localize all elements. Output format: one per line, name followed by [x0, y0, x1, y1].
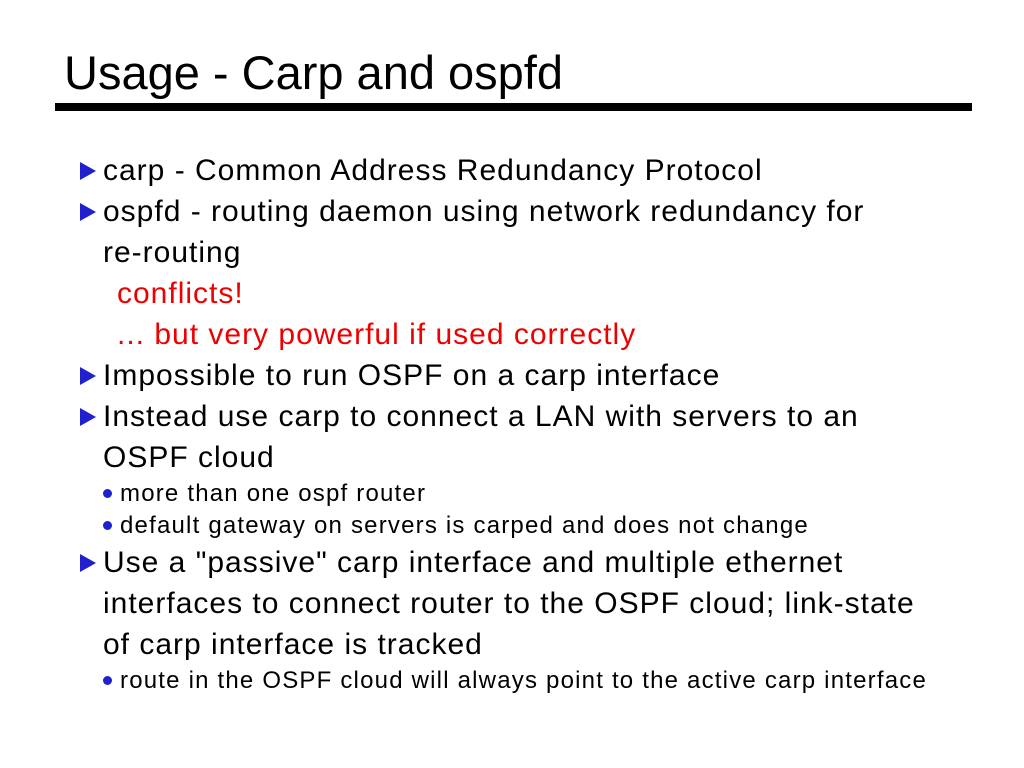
sub-bullet-text: more than one ospf router [120, 480, 427, 507]
sub-bullet-item [0, 665, 1024, 697]
bullet-continuation [0, 232, 1024, 273]
bullet-item [0, 191, 1024, 232]
bullet-continuation [0, 583, 1024, 624]
bullet-text: OSPF cloud [103, 441, 275, 474]
sub-bullet-text: route in the OSPF cloud will always point to the active carp interface [120, 667, 928, 694]
red-note-text: ... but very powerful if used correctly [117, 318, 637, 351]
red-note-text: conflicts! [117, 277, 244, 310]
bullet-text: ospfd - routing daemon using network redundancy for [103, 195, 865, 228]
bullet-text: Impossible to run OSPF on a carp interface [103, 359, 721, 392]
bullet-triangle-icon [80, 203, 96, 221]
red-note [0, 273, 1024, 314]
bullet-text: re-routing [103, 236, 242, 269]
bullet-item [0, 355, 1024, 396]
sub-bullet-item [0, 478, 1024, 510]
bullet-continuation [0, 624, 1024, 665]
bullet-item [0, 542, 1024, 583]
bullet-text: Use a "passive" carp interface and multiple ethernet [103, 546, 844, 579]
bullet-item [0, 396, 1024, 437]
slide-body [0, 150, 1024, 697]
bullet-text: carp - Common Address Redundancy Protocol [103, 154, 763, 187]
bullet-triangle-icon [80, 554, 96, 572]
title-underline-rule [55, 103, 972, 111]
bullet-triangle-icon [80, 408, 96, 426]
sub-bullet-item [0, 510, 1024, 542]
bullet-text: interfaces to connect router to the OSPF cloud; link-state [103, 587, 915, 620]
bullet-continuation [0, 437, 1024, 478]
bullet-text: Instead use carp to connect a LAN with servers to an [103, 400, 859, 433]
bullet-text: of carp interface is tracked [103, 628, 483, 661]
bullet-item [0, 150, 1024, 191]
bullet-triangle-icon [80, 162, 96, 180]
bullet-dot-icon [103, 676, 112, 685]
bullet-dot-icon [103, 521, 112, 530]
red-note [0, 314, 1024, 355]
slide-title: Usage - Carp and ospfd [64, 46, 564, 99]
sub-bullet-text: default gateway on servers is carped and does not change [120, 512, 809, 539]
bullet-dot-icon [103, 489, 112, 498]
bullet-triangle-icon [80, 367, 96, 385]
